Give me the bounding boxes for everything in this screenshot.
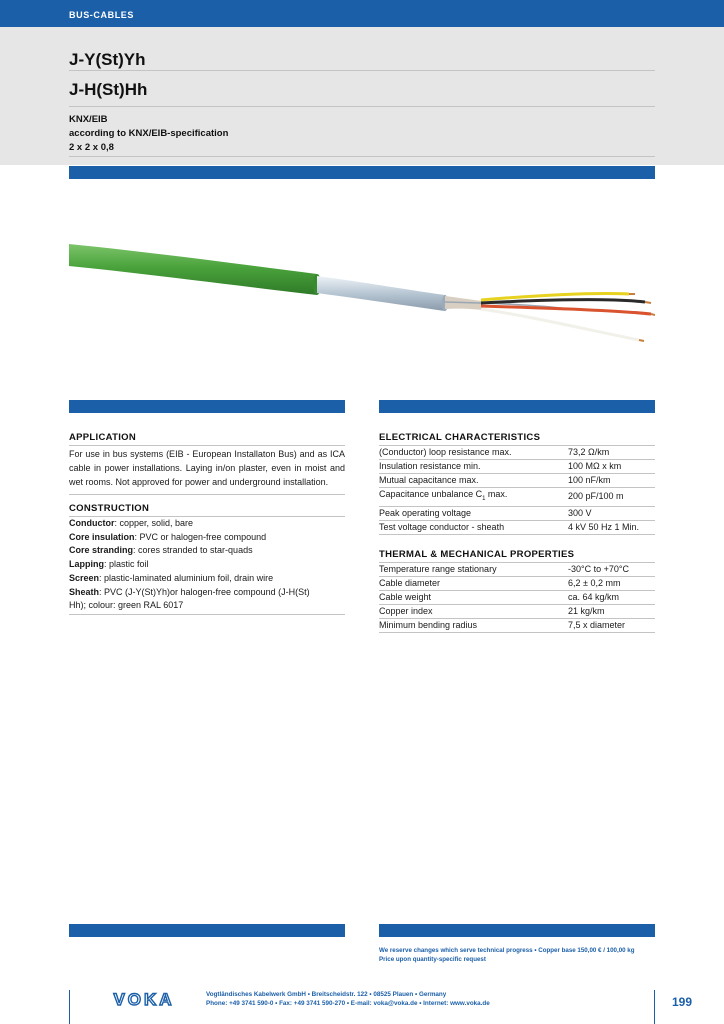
construction-item: Sheath: PVC (J-Y(St)Yh)or halogen-free compound (J-H(St) bbox=[69, 586, 310, 597]
construction-continuation: Hh); colour: green RAL 6017 bbox=[69, 600, 184, 611]
spec-value: 73,2 Ω/km bbox=[568, 446, 655, 460]
spec-value: 21 kg/km bbox=[568, 604, 655, 618]
table-row bbox=[379, 576, 655, 590]
footer-company: Vogtländisches Kabelwerk GmbH • Breitscheidstr. 122 • 08525 Plauen • Germany bbox=[206, 991, 447, 998]
construction-item: Screen: plastic-laminated aluminium foil, drain wire bbox=[69, 572, 274, 583]
spec-value: 100 nF/km bbox=[568, 474, 655, 488]
spec-name: Cable weight bbox=[379, 590, 568, 604]
spec-name: Test voltage conductor - sheath bbox=[379, 520, 568, 534]
price-notes bbox=[379, 946, 635, 964]
footer-right-line bbox=[654, 990, 655, 1024]
spec-name: Copper index bbox=[379, 604, 568, 618]
spec-value: 200 pF/100 m bbox=[568, 488, 655, 507]
image-top-bar bbox=[69, 166, 655, 179]
title-rule-1 bbox=[69, 70, 655, 71]
thermal-heading: THERMAL & MECHANICAL PROPERTIES bbox=[379, 548, 575, 560]
notes-line-1: We reserve changes which serve technical progress • Copper base 150,00 € / 100,00 kg bbox=[379, 947, 635, 954]
notes-line-2: Price upon quantity-specific request bbox=[379, 956, 486, 963]
table-row bbox=[379, 590, 655, 604]
voka-logo bbox=[103, 991, 185, 1007]
table-row bbox=[379, 604, 655, 618]
thermal-table bbox=[379, 562, 655, 633]
construction-item: Conductor: copper, solid, bare bbox=[69, 518, 194, 528]
footer-contact: Phone: +49 3741 590-0 • Fax: +49 3741 590-270 • E-mail: voka@voka.de • Internet: www.voka.de bbox=[206, 999, 490, 1007]
spec-name: Insulation resistance min. bbox=[379, 460, 568, 474]
table-row bbox=[379, 446, 655, 460]
left-section-bar bbox=[69, 400, 345, 413]
product-title-2: J-H(St)Hh bbox=[69, 80, 148, 99]
application-rule bbox=[69, 445, 345, 446]
electrical-table bbox=[379, 445, 655, 535]
product-subtitle-3: 2 x 2 x 0,8 bbox=[69, 142, 114, 153]
category-label: BUS-CABLES bbox=[69, 10, 135, 20]
spec-value: ca. 64 kg/km bbox=[568, 590, 655, 604]
table-row bbox=[379, 562, 655, 576]
title-rule-2 bbox=[69, 106, 655, 107]
page-number: 199 bbox=[672, 995, 693, 1009]
svg-text:VOKA: VOKA bbox=[113, 991, 175, 1007]
electrical-heading: ELECTRICAL CHARACTERISTICS bbox=[379, 432, 541, 443]
spec-name: (Conductor) loop resistance max. bbox=[379, 446, 568, 460]
footer-left-line bbox=[69, 990, 70, 1024]
spec-name: Cable diameter bbox=[379, 576, 568, 590]
application-heading: APPLICATION bbox=[69, 432, 136, 443]
construction-item: Lapping: plastic foil bbox=[69, 559, 149, 570]
left-bottom-bar bbox=[69, 924, 345, 937]
table-row bbox=[379, 520, 655, 534]
construction-item: Core insulation: PVC or halogen-free compound bbox=[69, 531, 267, 542]
footer-address bbox=[206, 991, 490, 1008]
title-rule-3 bbox=[69, 156, 655, 157]
spec-name: Capacitance unbalance $C_1$ max. bbox=[379, 488, 568, 507]
right-column bbox=[379, 432, 655, 633]
table-row bbox=[379, 618, 655, 632]
spec-name: Minimum bending radius bbox=[379, 618, 568, 632]
construction-end-rule bbox=[69, 614, 345, 615]
construction-item: Core stranding: cores stranded to star-quads bbox=[69, 545, 253, 556]
product-title-1: J-Y(St)Yh bbox=[69, 50, 146, 69]
left-column bbox=[69, 432, 345, 615]
spec-value: 100 MΩ x km bbox=[568, 460, 655, 474]
spec-name: Peak operating voltage bbox=[379, 506, 568, 520]
spec-name: Mutual capacitance max. bbox=[379, 474, 568, 488]
category-bar bbox=[0, 0, 724, 27]
spec-value: 7,5 x diameter bbox=[568, 618, 655, 632]
spec-value: 300 V bbox=[568, 506, 655, 520]
spec-name: Temperature range stationary bbox=[379, 562, 568, 576]
application-text: For use in bus systems (EIB - European Installaton Bus) and as ICA cable in power installations. Laying in/on plaster, even in moist and wet rooms. Not approved for power and underground installation. bbox=[69, 449, 345, 487]
table-row bbox=[379, 488, 655, 507]
right-section-bar bbox=[379, 400, 655, 413]
construction-heading: CONSTRUCTION bbox=[69, 503, 150, 514]
table-row bbox=[379, 474, 655, 488]
right-bottom-bar bbox=[379, 924, 655, 937]
table-row bbox=[379, 506, 655, 520]
table-row bbox=[379, 460, 655, 474]
product-subtitle-2: according to KNX/EIB-specification bbox=[69, 128, 229, 139]
product-subtitle-1: KNX/EIB bbox=[69, 114, 108, 125]
spec-value: 4 kV 50 Hz 1 Min. bbox=[568, 520, 655, 534]
application-end-rule bbox=[69, 494, 345, 495]
spec-value: -30°C to +70°C bbox=[568, 562, 655, 576]
spec-value: 6,2 ± 0,2 mm bbox=[568, 576, 655, 590]
cable-image bbox=[69, 182, 655, 392]
